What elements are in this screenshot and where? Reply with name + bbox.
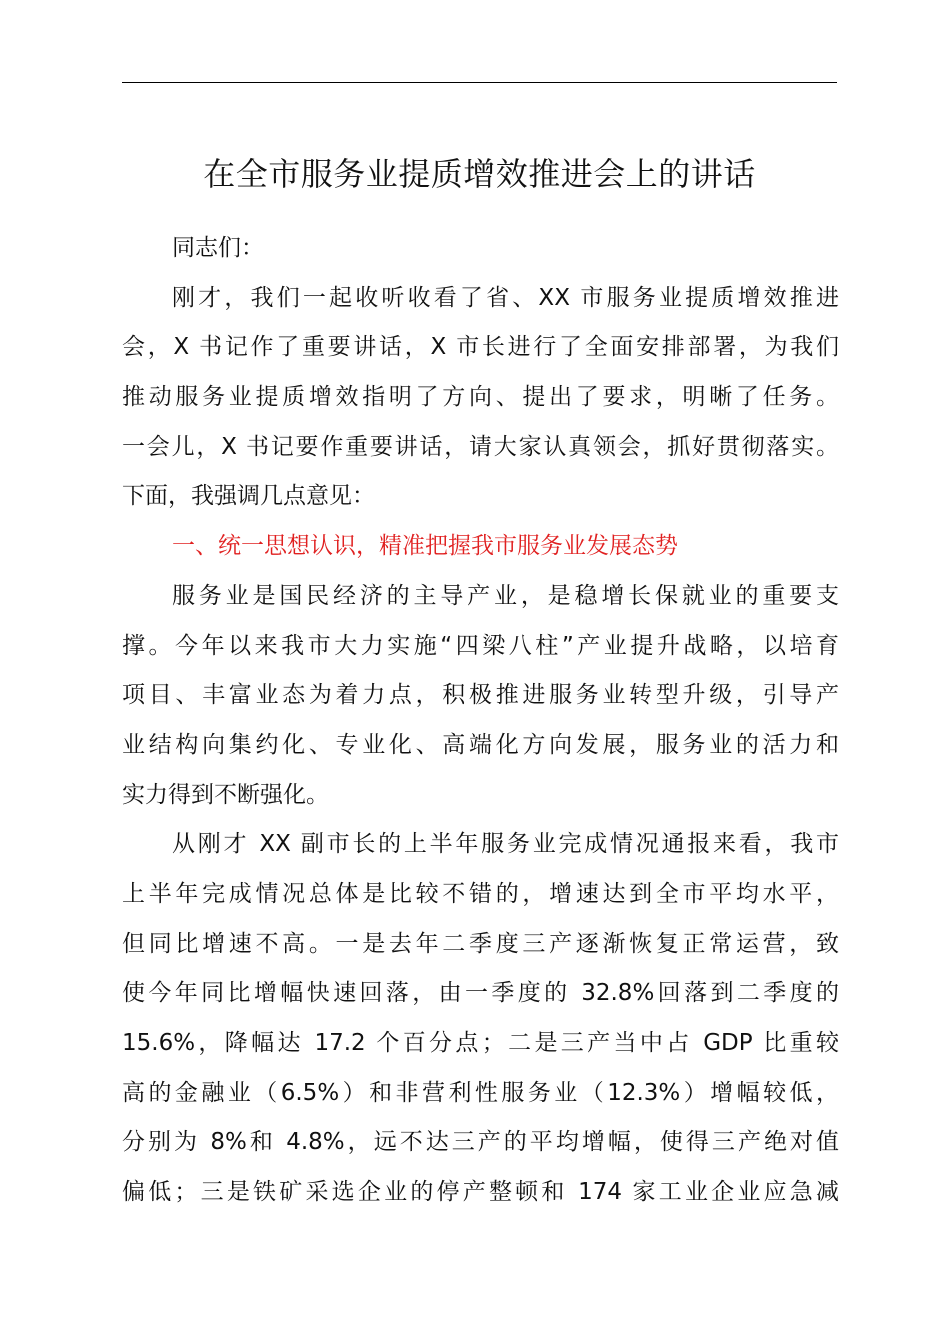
paragraph-2-line-5: 实力得到不断强化。 (122, 781, 329, 808)
paragraph-3-line-6: 高的金融业（6.5%）和非营利性服务业（12.3%）增幅较低， (122, 1079, 839, 1106)
paragraph-2-line-4: 业结构向集约化、专业化、高端化方向发展，服务业的活力和 (122, 731, 839, 758)
paragraph-1-line-5: 下面，我强调几点意见： (122, 483, 375, 510)
paragraph-3-line-8: 偏低；三是铁矿采选企业的停产整顿和 174 家工业企业应急减 (122, 1179, 839, 1206)
paragraph-1-line-2: 会，X 书记作了重要讲话，X 市长进行了全面安排部署，为我们 (122, 334, 839, 361)
paragraph-3-line-3: 但同比增速不高。一是去年二季度三产逐渐恢复正常运营，致 (122, 930, 839, 957)
document-title: 在全市服务业提质增效推进会上的讲话 (203, 155, 756, 193)
paragraph-3-line-2: 上半年完成情况总体是比较不错的，增速达到全市平均水平， (122, 880, 839, 907)
paragraph-3-line-7: 分别为 8%和 4.8%，远不达三产的平均增幅，使得三产绝对值 (122, 1129, 839, 1156)
paragraph-2-line-2: 撑。今年以来我市大力实施“四梁八柱”产业提升战略，以培育 (122, 632, 839, 659)
header-rule (122, 82, 837, 83)
paragraph-1-line-3: 推动服务业提质增效指明了方向、提出了要求，明晰了任务。 (122, 384, 839, 411)
paragraph-3-line-4: 使今年同比增幅快速回落，由一季度的 32.8%回落到二季度的 (122, 980, 839, 1007)
paragraph-3-line-5: 15.6%，降幅达 17.2 个百分点；二是三产当中占 GDP 比重较 (122, 1030, 839, 1056)
salutation: 同志们： (172, 235, 264, 261)
section-heading-1: 一、统一思想认识，精准把握我市服务业发展态势 (172, 533, 678, 560)
paragraph-1-line-4: 一会儿，X 书记要作重要讲话，请大家认真领会，抓好贯彻落实。 (122, 433, 839, 460)
paragraph-2-line-1: 服务业是国民经济的主导产业，是稳增长保就业的重要支 (172, 582, 839, 609)
paragraph-1-line-1: 刚才，我们一起收听收看了省、XX 市服务业提质增效推进 (172, 284, 839, 311)
document-body (122, 224, 839, 1218)
paragraph-2-line-3: 项目、丰富业态为着力点，积极推进服务业转型升级，引导产 (122, 682, 839, 709)
paragraph-3-line-1: 从刚才 XX 副市长的上半年服务业完成情况通报来看，我市 (172, 831, 839, 858)
